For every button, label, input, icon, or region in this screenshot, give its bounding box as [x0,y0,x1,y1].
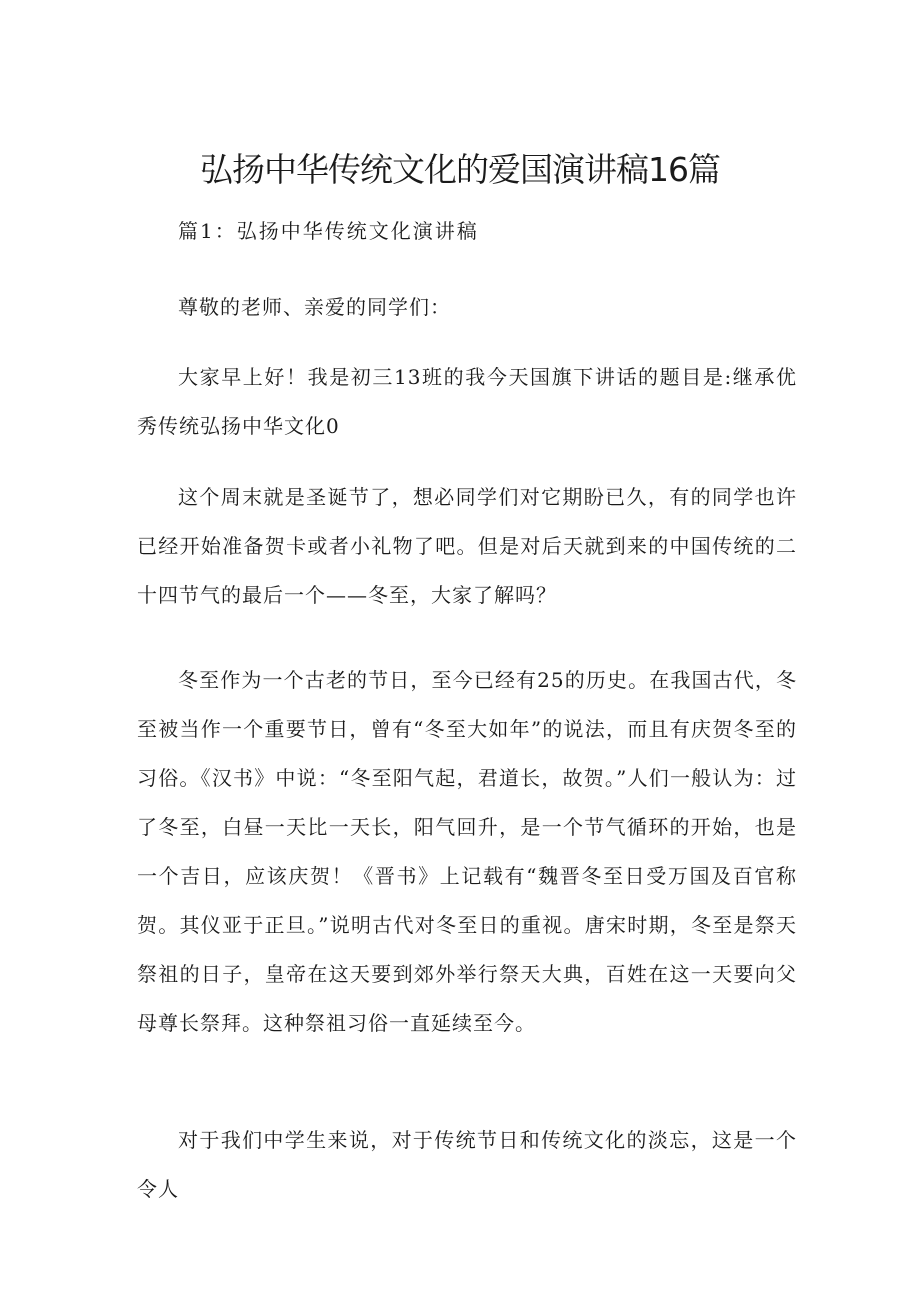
paragraph-greeting: 大家早上好！我是初三13班的我今天国旗下讲话的题目是:继承优秀传统弘扬中华文化0 [137,365,797,438]
paragraph-christmas: 这个周末就是圣诞节了，想必同学们对它期盼已久，有的同学也许已经开始准备贺卡或者小礼物了吧。但是对后天就到来的中国传统的二十四节气的最后一个——冬至，大家了解吗？ [137,485,797,607]
document-title: 弘扬中华传统文化的爱国演讲稿16篇 [200,150,720,189]
section-heading: 篇1：弘扬中华传统文化演讲稿 [178,219,479,243]
salutation: 尊敬的老师、亲爱的同学们： [178,295,451,319]
paragraph-students: 对于我们中学生来说，对于传统节日和传统文化的淡忘，这是一个令人 [137,1128,797,1201]
paragraph-winter-solstice: 冬至作为一个古老的节日，至今已经有25的历史。在我国古代，冬至被当作一个重要节日，曾有“冬至大如年”的说法，而且有庆贺冬至的习俗。《汉书》中说：“冬至阳气起，君道长，故贺。”人们一般认为：过了冬至，白昼一天比一天长，阳气回升，是一个节气循环的开始，也是一个吉日，应该庆贺！《晋书》上记载有“魏晋冬至日受万国及百官称贺。其仪亚于正旦。”说明古代对冬至日的重视。唐宋时期，冬至是祭天祭祖的日子，皇帝在这天要到郊外举行祭天大典，百姓在这一天要向父母尊长祭拜。这种祭祖习俗一直延续至今。 [137,668,797,1035]
